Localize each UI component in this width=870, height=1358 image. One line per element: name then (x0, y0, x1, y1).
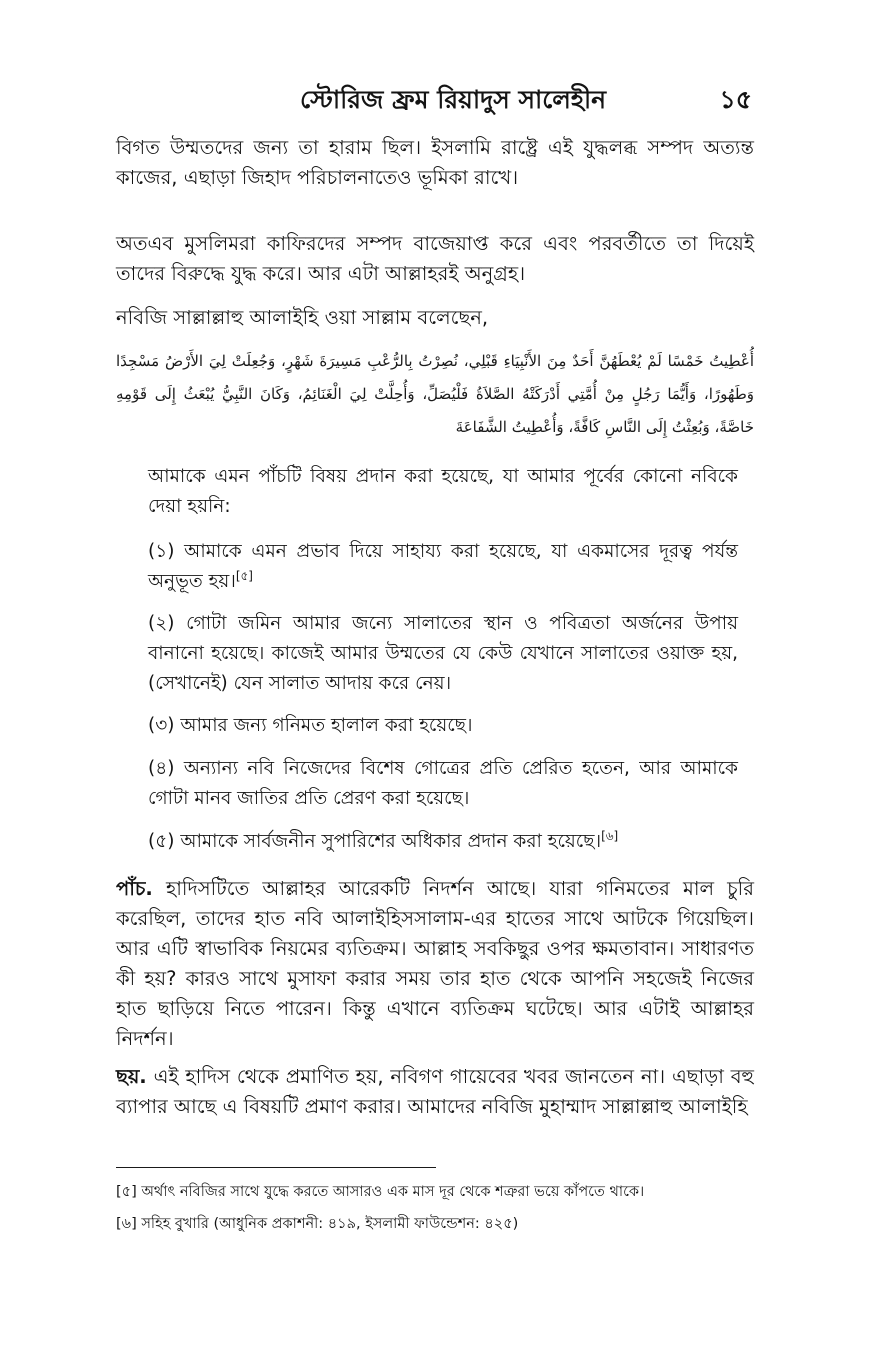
footnote-5: [৫] অর্থাৎ নবিজির সাথে যুদ্ধে করতে আসারও এক মাস দূর থেকে শত্রুরা ভয়ে কাঁপতে থাকে। (116, 1184, 645, 1200)
hadith-item-2: (২) গোটা জমিন আমার জন্যে সালাতের স্থান ও পবিত্রতা অর্জনের উপায় বানানো হয়েছে। কাজেই আমার উম্মতের যে কেউ যেখানে সালাতের ওয়াক্ত হয়, (সেখানেই) যেন সালাত আদায় করে নেয়। (148, 613, 738, 694)
hadith-item-5-text: (৫) আমাকে সার্বজনীন সুপারিশের অধিকার প্রদান করা হয়েছে। (148, 831, 602, 852)
footnote-divider (116, 1167, 436, 1168)
hadith-item-5 (148, 827, 738, 857)
hadith-item-3: (৩) আমার জন্য গনিমত হালাল করা হয়েছে। (148, 715, 473, 736)
footnote-ref-6[interactable]: [৬] (601, 828, 619, 843)
point-six-text: এই হাদিস থেকে প্রমাণিত হয়, নবিগণ গায়েবের খবর জানতেন না। এছাড়া বহু ব্যাপার আছে এ বিষয়টি প্রমাণ করার। আমাদের নবিজি মুহাম্মাদ সাল্লাল্লাহু আলাইহি (116, 1065, 754, 1118)
page-number: ১৫ (719, 85, 752, 114)
paragraph-3: নবিজি সাল্লাল্লাহু আলাইহি ওয়া সাল্লাম বলেছেন, (116, 306, 489, 329)
point-five-text: হাদিসটিতে আল্লাহর আরেকটি নিদর্শন আছে। যারা গনিমতের মাল চুরি করেছিল, তাদের হাত নবি আলাইহিসসালাম-এর হাতের সাথে আটকে গিয়েছিল। আর এটি স্বাভাবিক নিয়মের ব্যতিক্রম। আল্লাহ সবকিছুর ওপর ক্ষমতাবান। সাধারণত কী হয়? কারও সাথে মুসাফা করার সময় তার হাত থেকে আপনি সহজেই নিজের হাত ছাড়িয়ে নিতে পারেন। কিন্তু এখানে ব্যতিক্রম ঘটেছে। আর এটাই আল্লাহর নিদর্শন। (116, 877, 754, 1050)
point-six-label: ছয়. (116, 1065, 147, 1088)
paragraph-1: বিগত উম্মতদের জন্য তা হারাম ছিল। ইসলামি রাষ্ট্রে এই যুদ্ধলব্ধ সম্পদ অত্যন্ত কাজের, এছাড়া জিহাদ পরিচালনাতেও ভূমিকা রাখে। (116, 136, 754, 189)
hadith-item-1 (148, 537, 738, 597)
hadith-item-1-text: (১) আমাকে এমন প্রভাব দিয়ে সাহায্য করা হয়েছে, যা একমাসের দূরত্ব পর্যন্ত অনুভূত হয়। (148, 541, 738, 592)
hadith-arabic-text: أُعْطِيتُ خَمْسًا لَمْ يُعْطَهُنَّ أَحَدٌ مِنَ الأَنْبِيَاءِ قَبْلِي، نُصِرْتُ بِالرُّعْبِ مَسِيرَةَ شَهْرٍ، وَجُعِلَتْ لِيَ الأَرْضُ مَسْجِدًا وَطَهُورًا، وَأَيُّمَا رَجُلٍ مِنْ أُمَّتِي أَدْرَكَتْهُ الصَّلاَةُ فَلْيُصَلِّ، وَأُحِلَّتْ لِيَ الْغَنَائِمُ، وَكَانَ النَّبِيُّ يُبْعَثُ إِلَى قَوْمِهِ خَاصَّةً، وَبُعِثْتُ إِلَى النَّاسِ كَافَّةً، وَأُعْطِيتُ الشَّفَاعَةَ (116, 352, 754, 436)
paragraph-point-six (116, 1062, 754, 1122)
running-header-title: স্টোরিজ ফ্রম রিয়াদুস সালেহীন (300, 85, 607, 114)
paragraph-2: অতএব মুসলিমরা কাফিরদের সম্পদ বাজেয়াপ্ত করে এবং পরবর্তীতে তা দিয়েই তাদের বিরুদ্ধে যুদ্ধ করে। আর এটা আল্লাহরই অনুগ্রহ। (116, 232, 754, 285)
hadith-item-4: (৪) অন্যান্য নবি নিজেদের বিশেষ গোত্রের প্রতি প্রেরিত হতেন, আর আমাকে গোটা মানব জাতির প্রতি প্রেরণ করা হয়েছে। (148, 758, 738, 809)
footnote-6: [৬] সহিহ বুখারি (আধুনিক প্রকাশনী: ৪১৯, ইসলামী ফাউন্ডেশন: ৪২৫) (116, 1216, 519, 1232)
footnote-ref-5[interactable]: [৫] (235, 568, 253, 583)
paragraph-point-five (116, 874, 754, 1054)
point-five-label: পাঁচ. (116, 877, 153, 900)
hadith-translation-intro: আমাকে এমন পাঁচটি বিষয় প্রদান করা হয়েছে, যা আমার পূর্বের কোনো নবিকে দেয়া হয়নি: (148, 466, 738, 517)
